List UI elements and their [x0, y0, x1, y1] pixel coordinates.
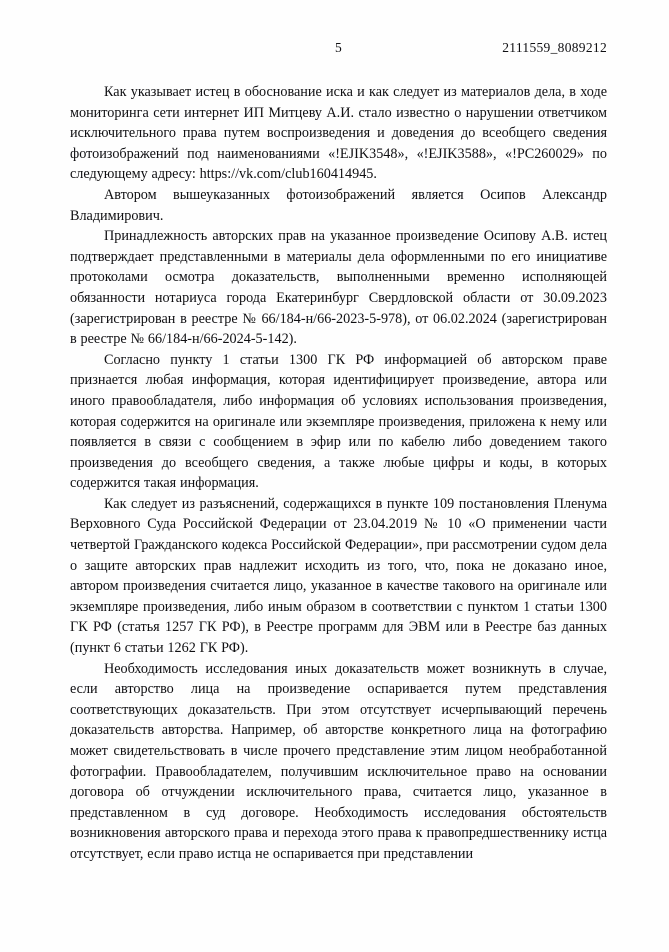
paragraph: Необходимость исследования иных доказательств может возникнуть в случае, если авторство лица на произведение оспаривается путем представления соответствующих доказательств. При этом отсутствует исчерпывающий перечень доказательств авторства. Например, об авторстве конкретного лица на фотографию может свидетельствовать в числе прочего представление этим лицом необработанной фотографии. Правообладателем, получившим исключительное право на основании договора об отчуждении исключительного права, считается лицо, указанное в представленном в суд договоре. Необходимость исследования обстоятельств возникновения авторского права и перехода этого права к правопредшественнику истца отсутствует, если право истца не оспаривается при представлении	[70, 660, 607, 862]
paragraph: Как указывает истец в обоснование иска и как следует из материалов дела, в ходе мониторинга сети интернет ИП Митцеву А.И. стало известно о нарушении ответчиком исключительного права путем воспроизведения и доведения до всеобщего сведения фотоизображений под наименованиями «!EJIK3548», «!EJIK3588», «!PC260029» по следующему адресу: https://vk.com/club160414945.	[70, 84, 607, 183]
page-header	[70, 40, 607, 66]
paragraph: Автором вышеуказанных фотоизображений является Осипов Александр Владимирович.	[70, 186, 607, 224]
paragraph: Согласно пункту 1 статьи 1300 ГК РФ информацией об авторском праве признается любая информация, которая идентифицирует произведение, автора или иного правообладателя, либо информация об условиях использования произведения, которая содержится на оригинале или экземпляре произведения, приложена к нему или появляется в связи с сообщением в эфир или по кабелю либо доведением такого произведения до всеобщего сведения, а также любые цифры и коды, в которых содержится такая информация.	[70, 351, 607, 492]
document-code: 2111559_8089212	[502, 40, 607, 55]
document-body	[70, 82, 607, 865]
paragraph: Принадлежность авторских прав на указанное произведение Осипову А.В. истец подтверждает представленными в материалы дела оформленными по его инициативе протоколами осмотра доказательств, выполненными временно исполняющей обязанности нотариуса города Екатеринбург Свердловской области от 30.09.2023 (зарегистрирован в реестре № 66/184-н/66-2023-5-978), от 06.02.2024 (зарегистрирован в реестре № 66/184-н/66-2024-5-142).	[70, 228, 607, 348]
page-number: 5	[335, 40, 342, 55]
paragraph: Как следует из разъяснений, содержащихся в пункте 109 постановления Пленума Верховного Суда Российской Федерации от 23.04.2019 № 10 «О применении части четвертой Гражданского кодекса Российской Федерации», при рассмотрении судом дела о защите авторских прав надлежит исходить из того, что, пока не доказано иное, автором произведения считается лицо, указанное в качестве такового на оригинале или экземпляре произведения, либо иным образом в соответствии с пунктом 1 статьи 1300 ГК РФ (статья 1257 ГК РФ), в Реестре программ для ЭВМ или в Реестре баз данных (пункт 6 статьи 1262 ГК РФ).	[70, 495, 607, 657]
